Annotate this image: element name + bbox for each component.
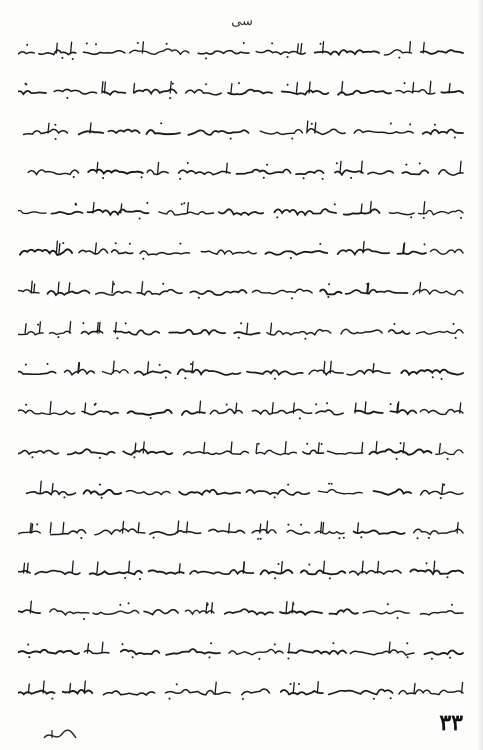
catchword-mark (40, 726, 80, 744)
handwritten-line-13 (18, 520, 468, 540)
top-mark: سی (231, 14, 253, 29)
handwritten-line-6 (18, 240, 468, 260)
scan-edge-shadow (477, 0, 483, 750)
handwritten-line-12 (18, 480, 468, 500)
handwritten-line-11 (18, 440, 468, 460)
handwritten-line-8 (18, 320, 468, 340)
handwritten-line-3 (18, 120, 468, 140)
handwritten-line-5 (18, 200, 468, 220)
handwritten-line-2 (18, 80, 468, 100)
handwritten-line-14 (18, 560, 468, 580)
handwritten-line-16 (18, 640, 468, 660)
page-number: ۳۳ (439, 710, 463, 736)
handwritten-line-17 (18, 680, 468, 700)
handwritten-line-7 (18, 280, 468, 300)
handwritten-text-block (18, 40, 468, 720)
handwritten-line-15 (18, 600, 468, 620)
handwritten-line-1 (18, 40, 468, 60)
handwritten-line-9 (18, 360, 468, 380)
handwritten-line-4 (18, 160, 468, 180)
handwritten-line-10 (18, 400, 468, 420)
